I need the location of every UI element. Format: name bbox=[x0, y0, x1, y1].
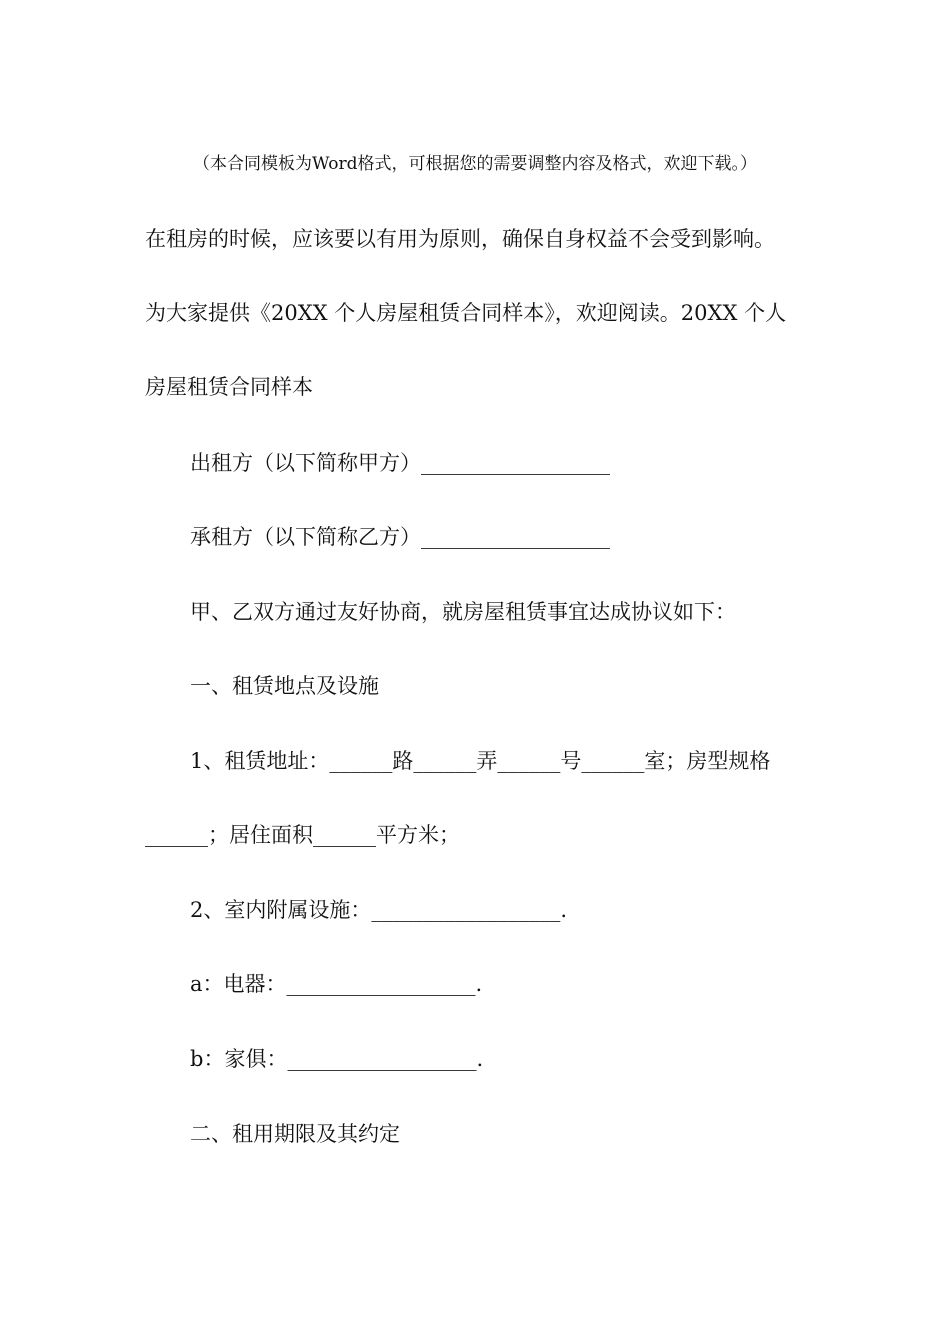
item-2b-furniture: b：家俱：__________________. bbox=[190, 1047, 484, 1071]
item-2-facilities: 2、室内附属设施：__________________. bbox=[190, 898, 568, 922]
item-1-area: ______；居住面积______平方米； bbox=[145, 823, 460, 847]
intro-line-2: 为大家提供《20XX 个人房屋租赁合同样本》，欢迎阅读。20XX 个人 bbox=[145, 301, 787, 325]
agreement-statement: 甲、乙双方通过友好协商，就房屋租赁事宜达成协议如下： bbox=[190, 600, 736, 624]
lessee-field: 承租方（以下简称乙方）__________________ bbox=[190, 525, 610, 549]
section-2-heading: 二、租用期限及其约定 bbox=[190, 1122, 400, 1146]
section-1-heading: 一、租赁地点及设施 bbox=[190, 674, 379, 698]
lessor-field: 出租方（以下简称甲方）__________________ bbox=[190, 451, 610, 475]
intro-line-1: 在租房的时候，应该要以有用为原则，确保自身权益不会受到影响。 bbox=[145, 227, 775, 251]
template-note: （本合同模板为Word格式，可根据您的需要调整内容及格式，欢迎下载。） bbox=[192, 154, 758, 174]
intro-line-3: 房屋租赁合同样本 bbox=[145, 375, 313, 399]
item-2a-appliances: a：电器：__________________. bbox=[190, 972, 483, 996]
item-1-address: 1、租赁地址：______路______弄______号______室；房型规格 bbox=[190, 749, 771, 773]
